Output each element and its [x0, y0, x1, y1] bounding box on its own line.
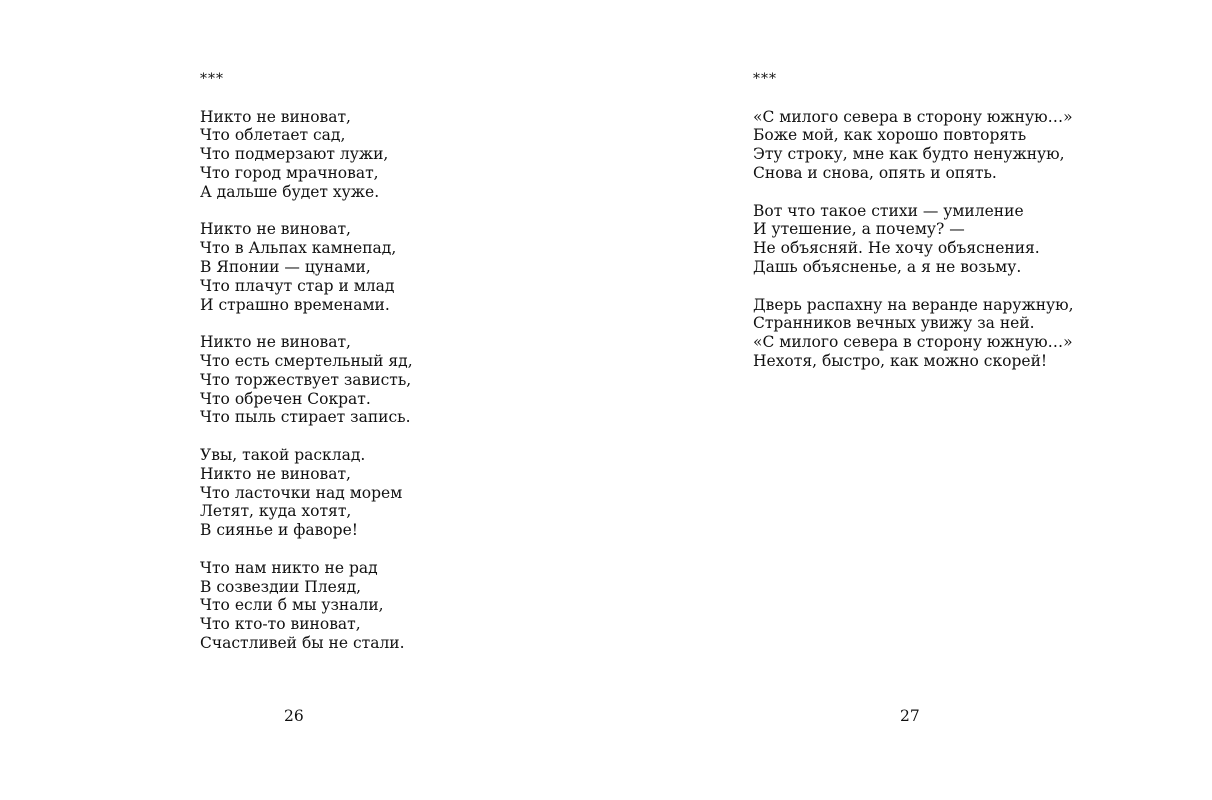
poem-line: Нехотя, быстро, как можно скорей! — [753, 351, 1048, 370]
poem-line: Странников вечных увижу за ней. — [753, 314, 1035, 333]
poem-line: Что облетает сад, — [200, 126, 346, 145]
poem-line: Что есть смертельный яд, — [200, 351, 413, 370]
poem-separator: *** — [753, 71, 777, 87]
poem-line: Эту строку, мне как будто ненужную, — [753, 145, 1065, 164]
poem-line: Что пыль стирает запись. — [200, 408, 411, 427]
poem-line: Летят, куда хотят, — [200, 502, 352, 521]
poem-line: В Японии — цунами, — [200, 257, 371, 276]
poem-line: Что в Альпах камнепад, — [200, 239, 397, 258]
poem-line: «С милого севера в сторону южную…» — [753, 333, 1073, 352]
poem-line: Дашь объясненье, а я не возьму. — [753, 257, 1022, 276]
poem-line: Никто не виноват, — [200, 464, 351, 483]
poem-line: А дальше будет хуже. — [200, 182, 380, 201]
poem-line: В сиянье и фаворе! — [200, 521, 358, 540]
poem-line: И утешение, а почему? — — [753, 220, 965, 239]
poem-line: Дверь распахну на веранде наружную, — [753, 295, 1074, 314]
poem-right — [753, 70, 1074, 390]
poem-line: Увы, такой расклад. — [200, 445, 366, 464]
poem-line: Что если б мы узнали, — [200, 596, 384, 615]
poem-line: Что торжествует зависть, — [200, 370, 412, 389]
poem-line: Счастливей бы не стали. — [200, 633, 405, 652]
poem-line: Что ласточки над морем — [200, 483, 403, 502]
poem-line: Никто не виноват, — [200, 220, 351, 239]
poem-line: Снова и снова, опять и опять. — [753, 163, 997, 182]
stanza — [753, 296, 1074, 371]
poem-line: Никто не виноват, — [200, 333, 351, 352]
right-page — [606, 0, 1212, 800]
poem-line: Никто не виноват, — [200, 107, 351, 126]
stanza — [753, 108, 1074, 183]
poem-line: Что плачут стар и млад — [200, 276, 395, 295]
page-number: 27 — [900, 707, 920, 725]
stanza — [200, 220, 413, 314]
poem-line: Вот что такое стихи — умиление — [753, 201, 1024, 220]
poem-line: Что кто-то виноват, — [200, 615, 361, 634]
poem-line: Не объясняй. Не хочу объяснения. — [753, 239, 1040, 258]
poem-line: «С милого севера в сторону южную…» — [753, 107, 1073, 126]
poem-line: Что подмерзают лужи, — [200, 145, 389, 164]
stanza — [200, 559, 413, 653]
poem-line: Что город мрачноват, — [200, 163, 379, 182]
poem-line: Что обречен Сократ. — [200, 389, 371, 408]
stanza — [200, 108, 413, 202]
stanza — [200, 446, 413, 540]
poem-line: Боже мой, как хорошо повторять — [753, 126, 1027, 145]
stanza — [200, 333, 413, 427]
poem-separator: *** — [200, 71, 224, 87]
poem-line: Что нам никто не рад — [200, 558, 378, 577]
page-number: 26 — [284, 707, 304, 725]
stanza — [753, 202, 1074, 277]
poem-line: И страшно временами. — [200, 295, 390, 314]
poem-left — [200, 70, 413, 672]
poem-line: В созвездии Плеяд, — [200, 577, 362, 596]
